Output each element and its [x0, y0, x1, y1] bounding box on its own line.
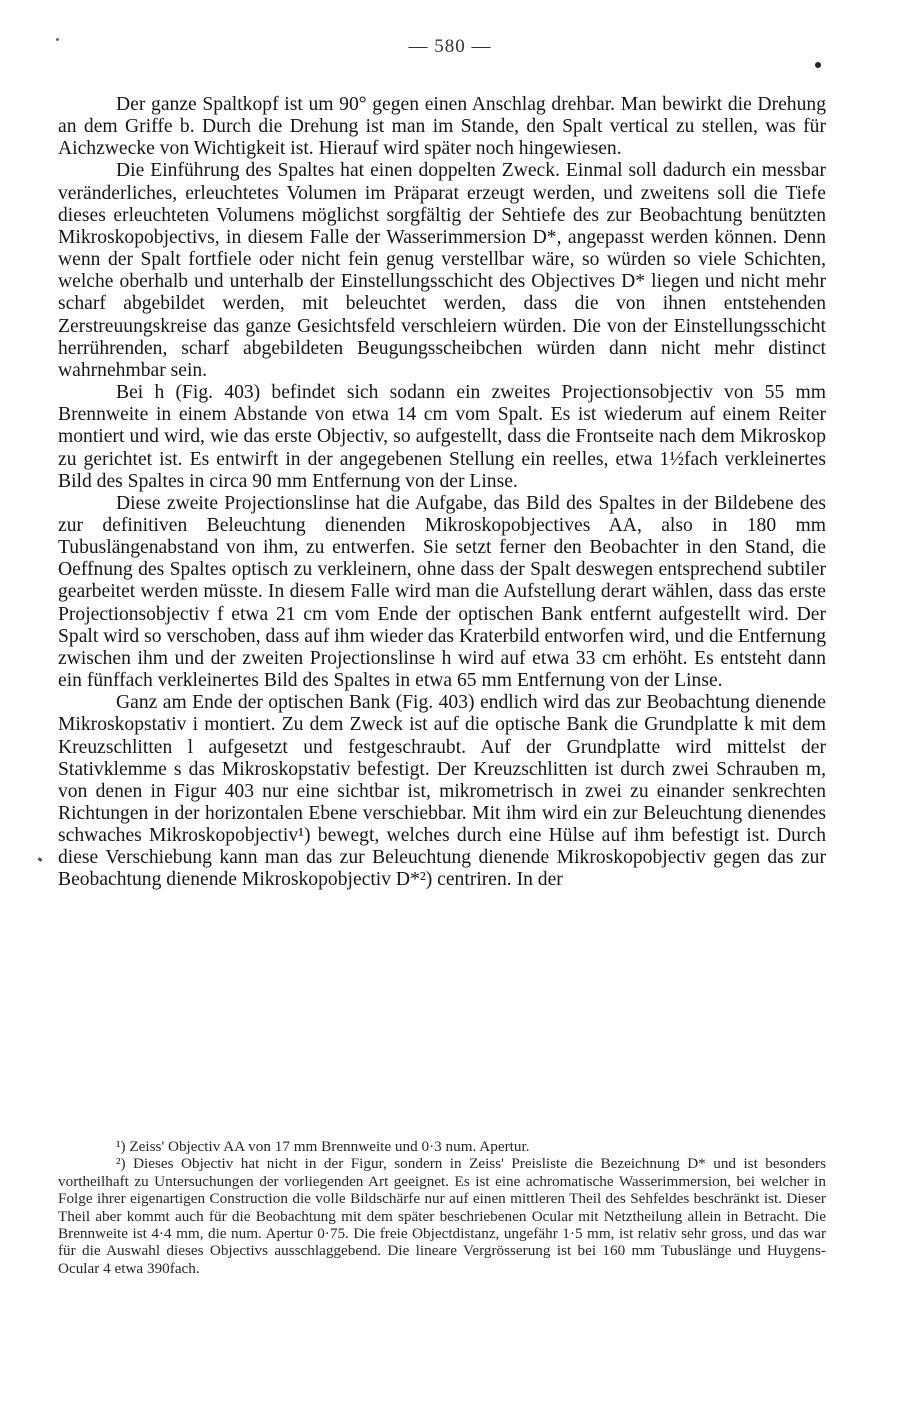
- paragraph-3: Bei h (Fig. 403) befindet sich sodann ein zweites Projectionsobjectiv von 55 mm Brennweite in einem Abstande von etwa 14 cm vom Spalt. Es ist wiederum auf einem Reiter montiert und wird, wie das erste Objectiv, so aufgestellt, dass die Frontseite nach dem Mikroskop zu gerichtet ist. Es entwirft in der angegebenen Stellung ein reelles, etwa 1½fach verkleinertes Bild des Spaltes in circa 90 mm Entfernung von der Linse.: [58, 382, 826, 492]
- body-text: [58, 94, 826, 892]
- scan-mark: [38, 857, 43, 862]
- footnote-2: ²) Dieses Objectiv hat nicht in der Figur, sondern in Zeiss' Preisliste die Bezeichnung D* und ist besonders vortheilhaft zu Untersuchungen der vorliegenden Art geeignet. Es ist eine achromatische Wasserimmersion, bei welcher in Folge ihrer eigenartigen Construction die volle Bildschärfe nur auf einen mittleren Theil des Sehfeldes beschränkt ist. Dieser Theil aber kommt auch für die Beobachtung mit dem später beschriebenen Ocular mit Netztheilung allein in Betracht. Die Brennweite ist 4·4 mm, die num. Apertur 0·75. Die freie Objectdistanz, ungefähr 1·5 mm, ist relativ sehr gross, und das war für die Auswahl dieses Objectivs ausschlaggebend. Die lineare Vergrösserung ist bei 160 mm Tubuslänge und Huygens-Ocular 4 etwa 390fach.: [58, 1155, 826, 1277]
- footnotes: [58, 1138, 826, 1277]
- paragraph-2: Die Einführung des Spaltes hat einen doppelten Zweck. Einmal soll dadurch ein messbar veränderliches, erleuchtetes Volumen im Präparat erzeugt werden, und zweitens soll die Tiefe dieses erleuchteten Volumens möglichst sorgfältig der Sehtiefe des zur Beobachtung benützten Mikroskopobjectivs, in diesem Falle der Wasserimmersion D*, angepasst werden können. Denn wenn der Spalt fortfiele oder nicht fein genug verstellbar wäre, so würden so viele Schichten, welche oberhalb und unterhalb der Einstellungsschicht des Objectives D* liegen und nicht mehr scharf abgebildet werden, mit beleuchtet werden, dass die von ihnen entstehenden Zerstreuungskreise das ganze Gesichtsfeld verschleiern würden. Die von der Einstellungsschicht herrührenden, scharf abgebildeten Beugungsscheibchen würden dann nicht mehr distinct wahrnehmbar sein.: [58, 160, 826, 381]
- paragraph-4: Diese zweite Projectionslinse hat die Aufgabe, das Bild des Spaltes in der Bildebene des zur definitiven Beleuchtung dienenden Mikroskopobjectives AA, also in 180 mm Tubuslängenabstand von ihm, zu entwerfen. Sie setzt ferner den Beobachter in den Stand, die Oeffnung des Spaltes optisch zu verkleinern, ohne dass der Spalt deswegen entsprechend subtiler gearbeitet werden müsste. In diesem Falle wird man die Aufstellung derart wählen, dass das erste Projectionsobjectiv f etwa 21 cm vom Ende der optischen Bank entfernt aufgestellt wird. Der Spalt wird so verschoben, dass auf ihm wieder das Kraterbild entworfen wird, und die Entfernung zwischen ihm und der zweiten Projectionslinse h wird auf etwa 33 cm erhöht. Es entsteht dann ein fünffach verkleinertes Bild des Spaltes in etwa 65 mm Entfernung von der Linse.: [58, 492, 826, 692]
- paragraph-1: Der ganze Spaltkopf ist um 90° gegen einen Anschlag drehbar. Man bewirkt die Drehung an dem Griffe b. Durch die Drehung ist man im Stande, den Spalt vertical zu stellen, was für Aichzwecke von Wichtigkeit ist. Hierauf wird später noch hingewiesen.: [58, 94, 826, 160]
- scan-dot: [815, 62, 821, 68]
- paragraph-5: Ganz am Ende der optischen Bank (Fig. 403) endlich wird das zur Beobachtung dienende Mikroskopstativ i montiert. Zu dem Zweck ist auf die optische Bank die Grundplatte k mit dem Kreuzschlitten l aufgesetzt und festgeschraubt. Auf der Grundplatte wird mittelst der Stativklemme s das Mikroskopstativ befestigt. Der Kreuzschlitten ist durch zwei Schrauben m, von denen in Figur 403 nur eine sichtbar ist, mikrometrisch in zwei zu einander senkrechten Richtungen in der horizontalen Ebene verschiebbar. Mit ihm wird ein zur Beleuchtung dienendes schwaches Mikroskopobjectiv¹) bewegt, welches durch eine Hülse auf ihm befestigt ist. Durch diese Verschiebung kann man das zur Beleuchtung dienende Mikroskopobjectiv gegen das zur Beobachtung dienende Mikroskopobjectiv D*²) centriren. In der: [58, 692, 826, 891]
- page-number: — 580 —: [408, 36, 492, 57]
- footnote-1: ¹) Zeiss' Objectiv AA von 17 mm Brennweite und 0·3 num. Apertur.: [116, 1138, 530, 1155]
